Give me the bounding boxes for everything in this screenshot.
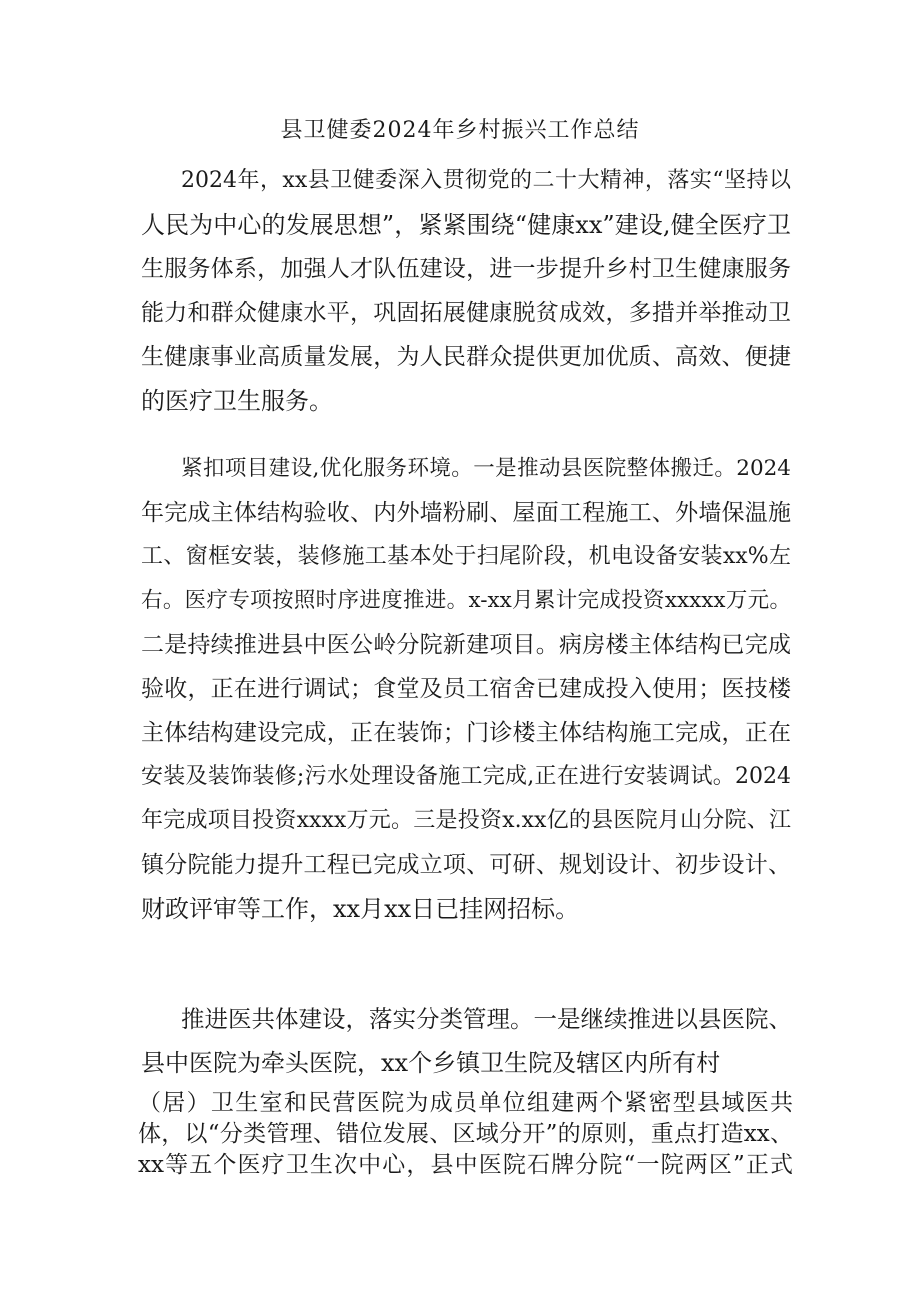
text-line: 工、窗框安装，装修施工基本处于扫尾阶段，机电设备安装xx%左: [141, 544, 791, 569]
paragraph-medical-community-continued: [138, 1089, 793, 1182]
text-line: 推进医共体建设，落实分类管理。一是继续推进以县医院、: [181, 1005, 792, 1033]
text-line: 验收，正在进行调试；食堂及员工宿舍已建成投入使用；医技楼: [141, 676, 791, 702]
text-line: xx等五个医疗卫生次中心，县中医院石牌分院“一院两区”正式: [138, 1152, 793, 1178]
text-line: 主体结构建设完成，正在装饰；门诊楼主体结构施工完成，正在: [141, 720, 791, 746]
text-line: 体，以“分类管理、错位发展、区域分开”的原则，重点打造xx、: [138, 1121, 793, 1147]
text-line: 2024年，xx县卫健委深入贯彻党的二十大精神，落实“坚持以: [181, 168, 791, 193]
text-line: 生健康事业高质量发展，为人民群众提供更加优质、高效、便捷: [141, 344, 791, 370]
text-line: 生服务体系，加强人才队伍建设，进一步提升乡村卫生健康服务: [141, 256, 791, 282]
text-line: 镇分院能力提升工程已完成立项、可研、规划设计、初步设计、: [141, 852, 791, 878]
text-line: 紧扣项目建设,优化服务环境。一是推动县医院整体搬迁。2024: [181, 456, 791, 481]
text-line: 年完成主体结构验收、内外墙粉刷、屋面工程施工、外墙保温施: [141, 500, 791, 526]
paragraph-intro: [141, 166, 791, 430]
text-line: 右。医疗专项按照时序进度推进。x-xx月累计完成投资xxxxx万元。: [141, 588, 791, 613]
text-line: （居）卫生室和民营医院为成员单位组建两个紧密型县域医共: [138, 1090, 793, 1116]
text-line: 二是持续推进县中医公岭分院新建项目。病房楼主体结构已完成: [141, 632, 791, 658]
text-line: 财政评审等工作，xx月xx日已挂网招标。: [141, 895, 580, 923]
paragraph-medical-community: [141, 1004, 791, 1092]
text-line: 人民为中心的发展思想”，紧紧围绕“健康xx”建设,健全医疗卫: [141, 211, 791, 239]
text-line: 安装及装饰装修;污水处理设备施工完成,正在进行安装调试。2024: [141, 764, 791, 789]
text-line: 的医疗卫生服务。: [141, 387, 333, 415]
text-line: 能力和群众健康水平，巩固拓展健康脱贫成效，多措并举推动卫: [141, 300, 791, 326]
text-line: 县中医院为牵头医院，xx个乡镇卫生院及辖区内所有村: [141, 1049, 721, 1077]
paragraph-project-construction: [141, 454, 791, 938]
document-title: 县卫健委2024年乡村振兴工作总结: [280, 118, 640, 143]
text-line: 年完成项目投资xxxx万元。三是投资x.xx亿的县医院月山分院、江: [141, 808, 791, 833]
